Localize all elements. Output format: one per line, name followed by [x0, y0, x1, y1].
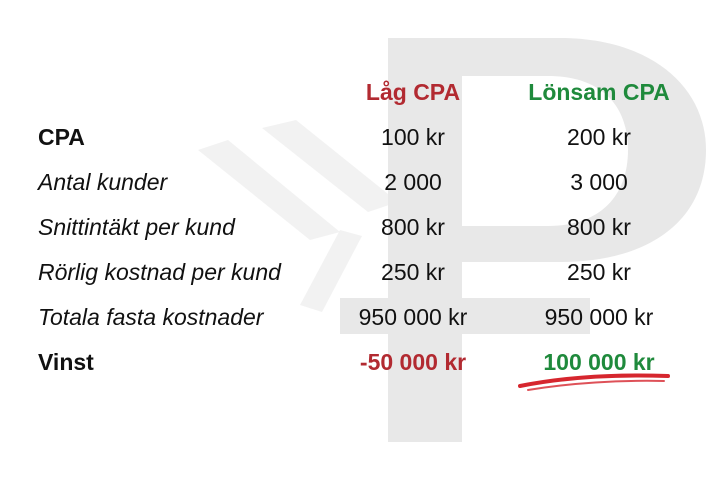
cell-avg-revenue-profitable: 800 kr — [567, 214, 631, 240]
cell-customers-profitable: 3 000 — [570, 169, 628, 195]
cell-customers-low: 2 000 — [384, 169, 442, 195]
row-label-avg-revenue: Snittintäkt per kund — [38, 214, 235, 240]
cell-cpa-profitable: 200 kr — [567, 124, 631, 150]
row-label-cpa: CPA — [38, 124, 85, 150]
header-profitable-cpa: Lönsam CPA — [528, 79, 670, 105]
cell-fixed-costs-low: 950 000 kr — [358, 304, 468, 330]
header-low-cpa: Låg CPA — [365, 79, 461, 105]
row-label-customers: Antal kunder — [38, 169, 168, 195]
cell-variable-cost-low: 250 kr — [381, 259, 445, 285]
cell-variable-cost-profitable: 250 kr — [567, 259, 631, 285]
row-label-fixed-costs: Totala fasta kostnader — [38, 304, 264, 330]
cell-cpa-low: 100 kr — [381, 124, 445, 150]
row-label-profit: Vinst — [38, 349, 94, 375]
cell-avg-revenue-low: 800 kr — [381, 214, 445, 240]
cell-profit-low: -50 000 kr — [359, 349, 467, 375]
cell-profit-profitable: 100 000 kr — [543, 349, 655, 375]
row-label-variable-cost: Rörlig kostnad per kund — [38, 259, 281, 285]
cell-fixed-costs-profitable: 950 000 kr — [544, 304, 654, 330]
